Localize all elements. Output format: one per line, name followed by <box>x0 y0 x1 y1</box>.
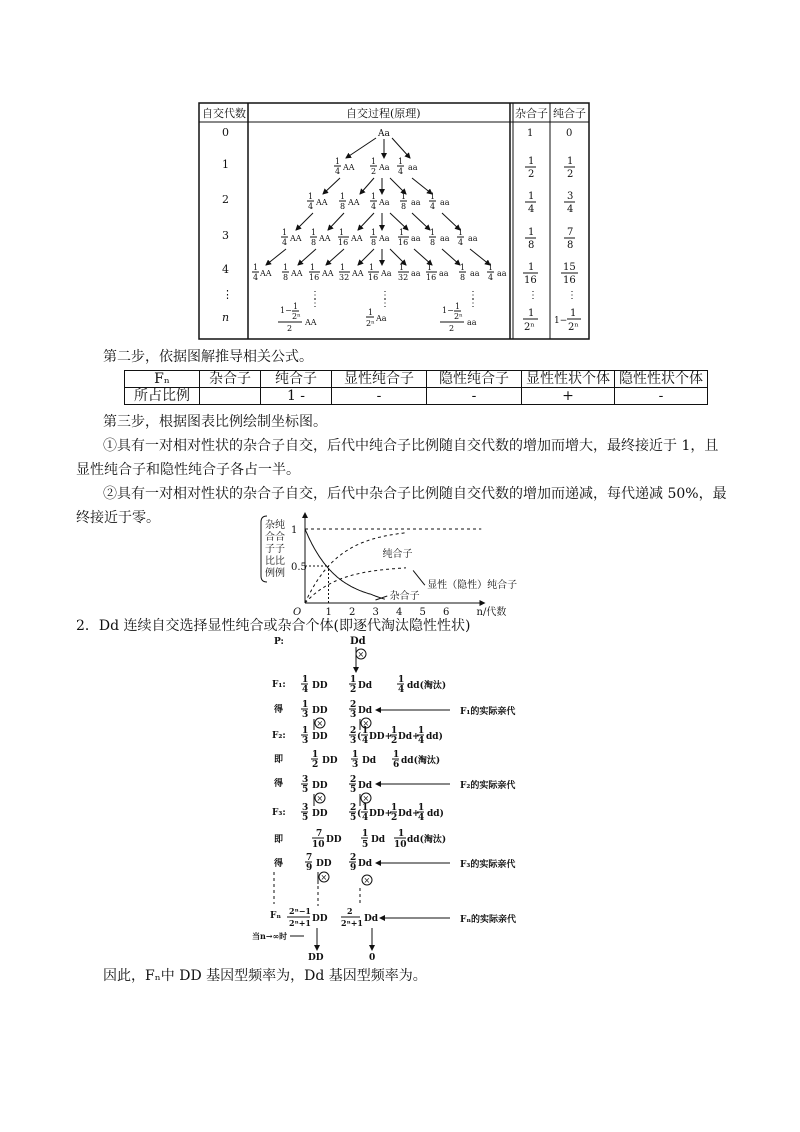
svg-text:4: 4 <box>362 813 369 823</box>
svg-text:1: 1 <box>427 263 433 272</box>
svg-text:AA: AA <box>351 234 363 243</box>
svg-text:Dd: Dd <box>358 706 373 716</box>
svg-text:aa: aa <box>411 234 421 243</box>
table-header-cell: 显性性状个体 <box>522 371 615 388</box>
svg-text:5: 5 <box>350 785 357 795</box>
svg-text:7: 7 <box>316 829 323 839</box>
svg-text:1: 1 <box>418 803 425 813</box>
svg-text:2ⁿ: 2ⁿ <box>524 322 535 333</box>
series-label: 显性（隐性）纯合子 <box>427 580 518 592</box>
svg-text:8: 8 <box>283 273 289 282</box>
svg-text:得: 得 <box>274 779 284 789</box>
y-tick-label: 1 <box>291 525 298 536</box>
svg-text:aa: aa <box>411 198 421 207</box>
svg-text:2: 2 <box>222 193 229 206</box>
svg-text:1: 1 <box>302 700 309 710</box>
svg-text:1: 1 <box>570 308 577 319</box>
svg-text:8: 8 <box>528 240 535 251</box>
svg-text:8: 8 <box>371 238 377 247</box>
svg-text:⋮: ⋮ <box>468 290 478 301</box>
svg-text:16: 16 <box>368 273 379 282</box>
svg-text:1: 1 <box>528 156 535 167</box>
svg-text:2: 2 <box>350 700 357 710</box>
svg-text:1: 1 <box>458 228 464 237</box>
svg-text:AA: AA <box>291 269 303 278</box>
svg-text:4: 4 <box>308 202 314 211</box>
svg-text:0: 0 <box>222 126 229 139</box>
svg-text:Dd+: Dd+ <box>398 732 420 742</box>
x-tick-label: 2 <box>349 607 356 616</box>
svg-text:2ⁿ−1: 2ⁿ−1 <box>289 906 311 916</box>
svg-text:1: 1 <box>253 263 259 272</box>
svg-text:5: 5 <box>362 840 369 850</box>
x-tick-label: 6 <box>443 607 450 616</box>
svg-text:10: 10 <box>394 840 407 850</box>
svg-text:1: 1 <box>488 263 494 272</box>
gen4-row <box>252 263 507 282</box>
svg-text:1: 1 <box>401 192 407 201</box>
svg-text:DD: DD <box>312 914 328 924</box>
heterozygous-curve <box>305 529 385 599</box>
figure-dd-selection <box>250 632 550 962</box>
svg-text:4: 4 <box>458 238 464 247</box>
svg-text:3: 3 <box>350 710 357 720</box>
svg-text:F₃:: F₃: <box>272 808 286 818</box>
svg-text:1: 1 <box>371 228 377 237</box>
svg-text:1: 1 <box>527 128 534 139</box>
svg-text:1: 1 <box>362 726 369 736</box>
table-cell <box>200 388 261 405</box>
svg-text:1: 1 <box>335 157 341 166</box>
svg-text:×: × <box>316 719 324 728</box>
svg-text:8: 8 <box>340 202 346 211</box>
formula-table <box>124 370 708 405</box>
svg-text:AA: AA <box>316 198 328 207</box>
svg-text:P:: P: <box>274 637 284 647</box>
svg-text:1: 1 <box>567 156 574 167</box>
svg-text:Aa: Aa <box>379 163 390 172</box>
svg-text:⋮: ⋮ <box>380 298 390 309</box>
x-tick-label: 1 <box>325 607 332 616</box>
svg-text:2: 2 <box>528 169 535 180</box>
svg-text:DD: DD <box>308 953 324 962</box>
svg-text:Aa: Aa <box>379 234 390 243</box>
svg-text:×: × <box>316 794 324 803</box>
svg-text:1: 1 <box>352 750 359 760</box>
svg-text:1: 1 <box>340 192 346 201</box>
svg-text:4: 4 <box>302 685 309 695</box>
table-cell: 所占比例 <box>125 388 200 405</box>
svg-text:2ⁿ+1: 2ⁿ+1 <box>289 918 311 928</box>
svg-text:aa: aa <box>468 234 478 243</box>
svg-text:aa: aa <box>439 269 449 278</box>
svg-text:9: 9 <box>306 863 313 873</box>
svg-text:3: 3 <box>222 229 229 242</box>
svg-text:4: 4 <box>528 204 535 215</box>
x-axis-label: n/代数 <box>476 607 507 616</box>
svg-text:2ⁿ: 2ⁿ <box>366 319 375 328</box>
table-cell: - <box>615 388 708 405</box>
svg-text:1: 1 <box>302 726 309 736</box>
series-label: 杂合子 <box>389 591 420 602</box>
svg-text:5: 5 <box>350 813 357 823</box>
svg-text:×: × <box>363 876 371 885</box>
svg-text:×: × <box>362 719 370 728</box>
svg-text:1: 1 <box>340 263 346 272</box>
svg-text:1: 1 <box>418 726 425 736</box>
svg-text:DD: DD <box>312 809 328 819</box>
svg-text:(: ( <box>357 809 362 819</box>
svg-text:合合: 合合 <box>265 532 285 543</box>
svg-text:7: 7 <box>306 853 313 863</box>
x-tick-label: 5 <box>419 607 426 616</box>
svg-text:2: 2 <box>347 906 353 916</box>
svg-text:1: 1 <box>398 829 405 839</box>
svg-text:dd(淘汰): dd(淘汰) <box>407 835 447 845</box>
svg-text:Dd: Dd <box>358 859 373 869</box>
svg-text:1: 1 <box>399 263 405 272</box>
svg-text:1: 1 <box>339 228 345 237</box>
svg-text:2: 2 <box>350 726 357 736</box>
svg-text:5: 5 <box>302 813 309 823</box>
svg-text:1: 1 <box>528 227 535 238</box>
svg-text:4: 4 <box>253 273 259 282</box>
svg-text:1−: 1− <box>442 306 454 315</box>
svg-text:4: 4 <box>398 685 405 695</box>
gen3-row <box>281 228 478 247</box>
svg-text:aa: aa <box>440 234 450 243</box>
svg-text:子子: 子子 <box>265 544 285 555</box>
svg-text:DD: DD <box>312 706 328 716</box>
svg-text:1: 1 <box>311 228 317 237</box>
svg-text:2: 2 <box>449 324 455 333</box>
svg-text:Dd: Dd <box>350 636 366 647</box>
figure-selfcross-table <box>198 102 590 340</box>
svg-text:aa: aa <box>408 163 418 172</box>
svg-text:1: 1 <box>369 263 375 272</box>
svg-text:1−: 1− <box>554 316 568 326</box>
svg-text:2ⁿ+1: 2ⁿ+1 <box>341 918 363 928</box>
svg-text:1: 1 <box>455 302 461 311</box>
svg-text:3: 3 <box>302 803 309 813</box>
svg-text:1: 1 <box>371 157 377 166</box>
svg-text:即: 即 <box>274 755 284 765</box>
x-tick-label: O <box>293 607 302 616</box>
svg-text:dd): dd) <box>427 809 444 819</box>
svg-text:1: 1 <box>362 829 369 839</box>
conclusion-text: 因此，Fₙ中 DD 基因型频率为，Dd 基因型频率为。 <box>103 968 427 984</box>
parent-label-f3: F₃的实际亲代 <box>460 860 516 870</box>
svg-text:1: 1 <box>371 192 377 201</box>
svg-text:1: 1 <box>308 192 314 201</box>
svg-text:Aa: Aa <box>379 198 390 207</box>
svg-text:1: 1 <box>393 750 400 760</box>
genn-row <box>278 302 477 333</box>
ratio-chart <box>255 512 535 616</box>
svg-text:DD: DD <box>316 859 332 869</box>
table-cell: 1 - <box>261 388 332 405</box>
svg-text:AA: AA <box>319 234 331 243</box>
x-tick-label: 4 <box>396 607 403 616</box>
step2-text: 第二步，依据图解推导相关公式。 <box>103 349 313 365</box>
svg-text:Dd: Dd <box>371 835 386 845</box>
svg-text:⋮: ⋮ <box>222 288 233 301</box>
svg-text:⋮: ⋮ <box>310 298 320 309</box>
root-genotype: Aa <box>378 129 390 139</box>
svg-text:2: 2 <box>391 813 398 823</box>
svg-text:8: 8 <box>401 202 407 211</box>
svg-text:DD: DD <box>322 756 338 766</box>
svg-text:0: 0 <box>369 953 376 962</box>
hetero-header: 杂合子 <box>515 107 548 120</box>
svg-text:32: 32 <box>398 273 409 282</box>
svg-text:Dd: Dd <box>358 681 373 691</box>
svg-text:2: 2 <box>312 760 319 770</box>
svg-text:AA: AA <box>343 163 355 172</box>
svg-text:16: 16 <box>338 238 349 247</box>
svg-text:F₁:: F₁: <box>272 680 286 690</box>
table-cell: + <box>522 388 615 405</box>
svg-text:32: 32 <box>339 273 350 282</box>
svg-text:4: 4 <box>335 167 341 176</box>
paragraph-1: ①具有一对相对性状的杂合子自交，后代中纯合子比例随自交代数的增加而增大，最终接近于 1，且显性纯合子和隐性纯合子各占一半。 <box>76 438 719 478</box>
svg-text:aa: aa <box>497 269 507 278</box>
table-header-cell: 杂合子 <box>200 371 261 388</box>
svg-text:8: 8 <box>460 273 466 282</box>
svg-text:⋮: ⋮ <box>528 290 538 301</box>
svg-text:3: 3 <box>302 710 309 720</box>
svg-text:4: 4 <box>282 238 288 247</box>
svg-text:1: 1 <box>460 263 466 272</box>
series-label: 纯合子 <box>382 549 413 561</box>
svg-text:2: 2 <box>350 853 357 863</box>
svg-text:4: 4 <box>430 202 436 211</box>
svg-text:aa: aa <box>411 269 421 278</box>
svg-text:1: 1 <box>430 228 436 237</box>
svg-text:2: 2 <box>350 685 357 695</box>
svg-text:15: 15 <box>563 262 576 273</box>
svg-text:1: 1 <box>430 192 436 201</box>
gen2-row <box>307 192 450 211</box>
svg-text:Dd: Dd <box>364 914 379 924</box>
homo-column <box>554 128 581 333</box>
svg-text:aa: aa <box>440 198 450 207</box>
svg-text:8: 8 <box>430 238 436 247</box>
svg-text:2: 2 <box>350 803 357 813</box>
svg-text:n: n <box>222 311 230 324</box>
step3-text: 第三步，根据图表比例绘制坐标图。 <box>103 414 327 430</box>
svg-text:3: 3 <box>352 760 359 770</box>
svg-text:Dd: Dd <box>358 781 373 791</box>
section2-title: 2．Dd 连续自交选择显性纯合或杂合个体(即逐代淘汰隐性性状) <box>76 618 471 634</box>
svg-text:×: × <box>357 650 365 659</box>
svg-text:4: 4 <box>371 202 377 211</box>
svg-text:DD: DD <box>312 732 328 742</box>
generation-labels <box>222 126 233 324</box>
limit-label: 当n→∞时 <box>252 931 288 941</box>
svg-text:dd): dd) <box>426 732 443 742</box>
table-row <box>125 388 708 405</box>
svg-text:16: 16 <box>426 273 437 282</box>
svg-text:⋮: ⋮ <box>567 290 577 301</box>
svg-text:8: 8 <box>311 238 317 247</box>
hetero-column <box>523 128 538 333</box>
svg-text:1−: 1− <box>280 306 292 315</box>
svg-text:Dd+: Dd+ <box>398 809 420 819</box>
svg-text:1: 1 <box>222 158 229 171</box>
table-cell: - <box>427 388 522 405</box>
svg-text:⋮: ⋮ <box>468 298 478 309</box>
svg-text:AA: AA <box>290 234 302 243</box>
svg-text:2ⁿ: 2ⁿ <box>292 312 301 321</box>
svg-text:1: 1 <box>368 308 374 317</box>
gen1-row <box>334 157 418 176</box>
svg-text:16: 16 <box>524 275 537 286</box>
svg-text:1: 1 <box>398 157 404 166</box>
svg-text:3: 3 <box>302 775 309 785</box>
paragraph-2: ②具有一对相对性状的杂合子自交，后代中杂合子比例随自交代数的增加而递减，每代递减 50%，最终接近于零。 <box>76 486 727 526</box>
svg-text:3: 3 <box>302 736 309 746</box>
parent-label-f1: F₁的实际亲代 <box>460 707 516 717</box>
svg-text:1: 1 <box>528 191 535 202</box>
svg-text:Aa: Aa <box>381 269 392 278</box>
svg-text:1: 1 <box>391 726 398 736</box>
process-header: 自交过程(原理) <box>346 107 421 120</box>
svg-text:4: 4 <box>398 167 404 176</box>
svg-text:×: × <box>362 794 370 803</box>
svg-text:2ⁿ: 2ⁿ <box>454 312 463 321</box>
svg-text:AA: AA <box>322 269 334 278</box>
svg-text:3: 3 <box>567 191 574 202</box>
svg-text:4: 4 <box>418 813 425 823</box>
parent-label-fn: Fₙ的实际亲代 <box>460 915 517 925</box>
svg-text:16: 16 <box>398 238 409 247</box>
svg-text:dd(淘汰): dd(淘汰) <box>407 681 447 691</box>
svg-text:4: 4 <box>362 736 369 746</box>
svg-text:Aa: Aa <box>376 314 387 323</box>
svg-text:4: 4 <box>222 263 229 276</box>
svg-text:DD: DD <box>312 781 328 791</box>
label-leader <box>413 570 425 585</box>
svg-text:2: 2 <box>287 324 293 333</box>
svg-text:2: 2 <box>391 736 398 746</box>
x-axis-arrow <box>480 600 486 606</box>
svg-text:4: 4 <box>418 736 425 746</box>
svg-text:2: 2 <box>567 169 574 180</box>
svg-text:得: 得 <box>274 705 284 715</box>
table-header-cell: 显性纯合子 <box>332 371 427 388</box>
table-header-row <box>125 371 708 388</box>
svg-text:2: 2 <box>371 167 377 176</box>
svg-text:4: 4 <box>488 273 494 282</box>
svg-text:1: 1 <box>398 675 405 685</box>
svg-text:例例: 例例 <box>265 568 285 579</box>
svg-text:aa: aa <box>467 318 477 327</box>
svg-text:1: 1 <box>528 308 535 319</box>
svg-text:8: 8 <box>567 240 574 251</box>
svg-text:9: 9 <box>350 863 357 873</box>
svg-text:6: 6 <box>393 760 400 770</box>
svg-text:1: 1 <box>399 228 405 237</box>
svg-text:dd(淘汰): dd(淘汰) <box>401 756 441 766</box>
svg-text:1: 1 <box>362 803 369 813</box>
svg-text:Dd: Dd <box>362 756 377 766</box>
svg-text:AA: AA <box>348 198 360 207</box>
svg-text:16: 16 <box>563 275 576 286</box>
y-axis-label: 杂纯 <box>265 520 285 531</box>
svg-text:DD+: DD+ <box>369 732 393 742</box>
table-header-cell: 隐性性状个体 <box>615 371 708 388</box>
svg-text:2: 2 <box>350 775 357 785</box>
x-tick-label: 3 <box>372 607 379 616</box>
svg-text:4: 4 <box>567 204 574 215</box>
svg-text:5: 5 <box>302 785 309 795</box>
svg-text:即: 即 <box>274 835 284 845</box>
svg-text:1: 1 <box>310 263 316 272</box>
parent-label-f2: F₂的实际亲代 <box>460 781 516 791</box>
svg-text:Fₙ: Fₙ <box>270 911 282 921</box>
homo-header: 纯合子 <box>553 107 586 120</box>
svg-text:1: 1 <box>293 302 299 311</box>
gen-header: 自交代数 <box>202 107 246 120</box>
svg-text:1: 1 <box>312 750 319 760</box>
svg-text:AA: AA <box>352 269 364 278</box>
svg-text:16: 16 <box>309 273 320 282</box>
y-axis-arrow <box>302 512 308 518</box>
svg-text:DD: DD <box>312 681 328 691</box>
svg-text:得: 得 <box>274 859 284 869</box>
svg-text:AA: AA <box>260 269 272 278</box>
table-header-cell: 纯合子 <box>261 371 332 388</box>
svg-text:×: × <box>320 873 328 882</box>
svg-text:DD: DD <box>326 835 342 845</box>
svg-text:⋮: ⋮ <box>380 290 390 301</box>
table-header-cell: Fₙ <box>125 371 200 388</box>
svg-text:⋮: ⋮ <box>310 290 320 301</box>
svg-text:2ⁿ: 2ⁿ <box>568 322 579 333</box>
svg-text:AA: AA <box>305 318 317 327</box>
svg-text:0: 0 <box>566 128 573 139</box>
svg-text:1: 1 <box>391 803 398 813</box>
svg-text:7: 7 <box>567 227 574 238</box>
svg-text:10: 10 <box>312 840 325 850</box>
svg-text:1: 1 <box>283 263 289 272</box>
svg-text:aa: aa <box>470 269 480 278</box>
svg-text:F₂:: F₂: <box>272 731 286 741</box>
svg-text:1: 1 <box>528 262 535 273</box>
y-tick-label: 0.5 <box>291 562 307 573</box>
svg-text:DD+: DD+ <box>369 809 393 819</box>
svg-text:3: 3 <box>350 736 357 746</box>
svg-text:比比: 比比 <box>265 556 285 567</box>
table-header-cell: 隐性纯合子 <box>427 371 522 388</box>
svg-text:1: 1 <box>282 228 288 237</box>
svg-text:(: ( <box>357 732 362 742</box>
table-cell: - <box>332 388 427 405</box>
svg-text:1: 1 <box>302 675 309 685</box>
svg-text:1: 1 <box>350 675 357 685</box>
